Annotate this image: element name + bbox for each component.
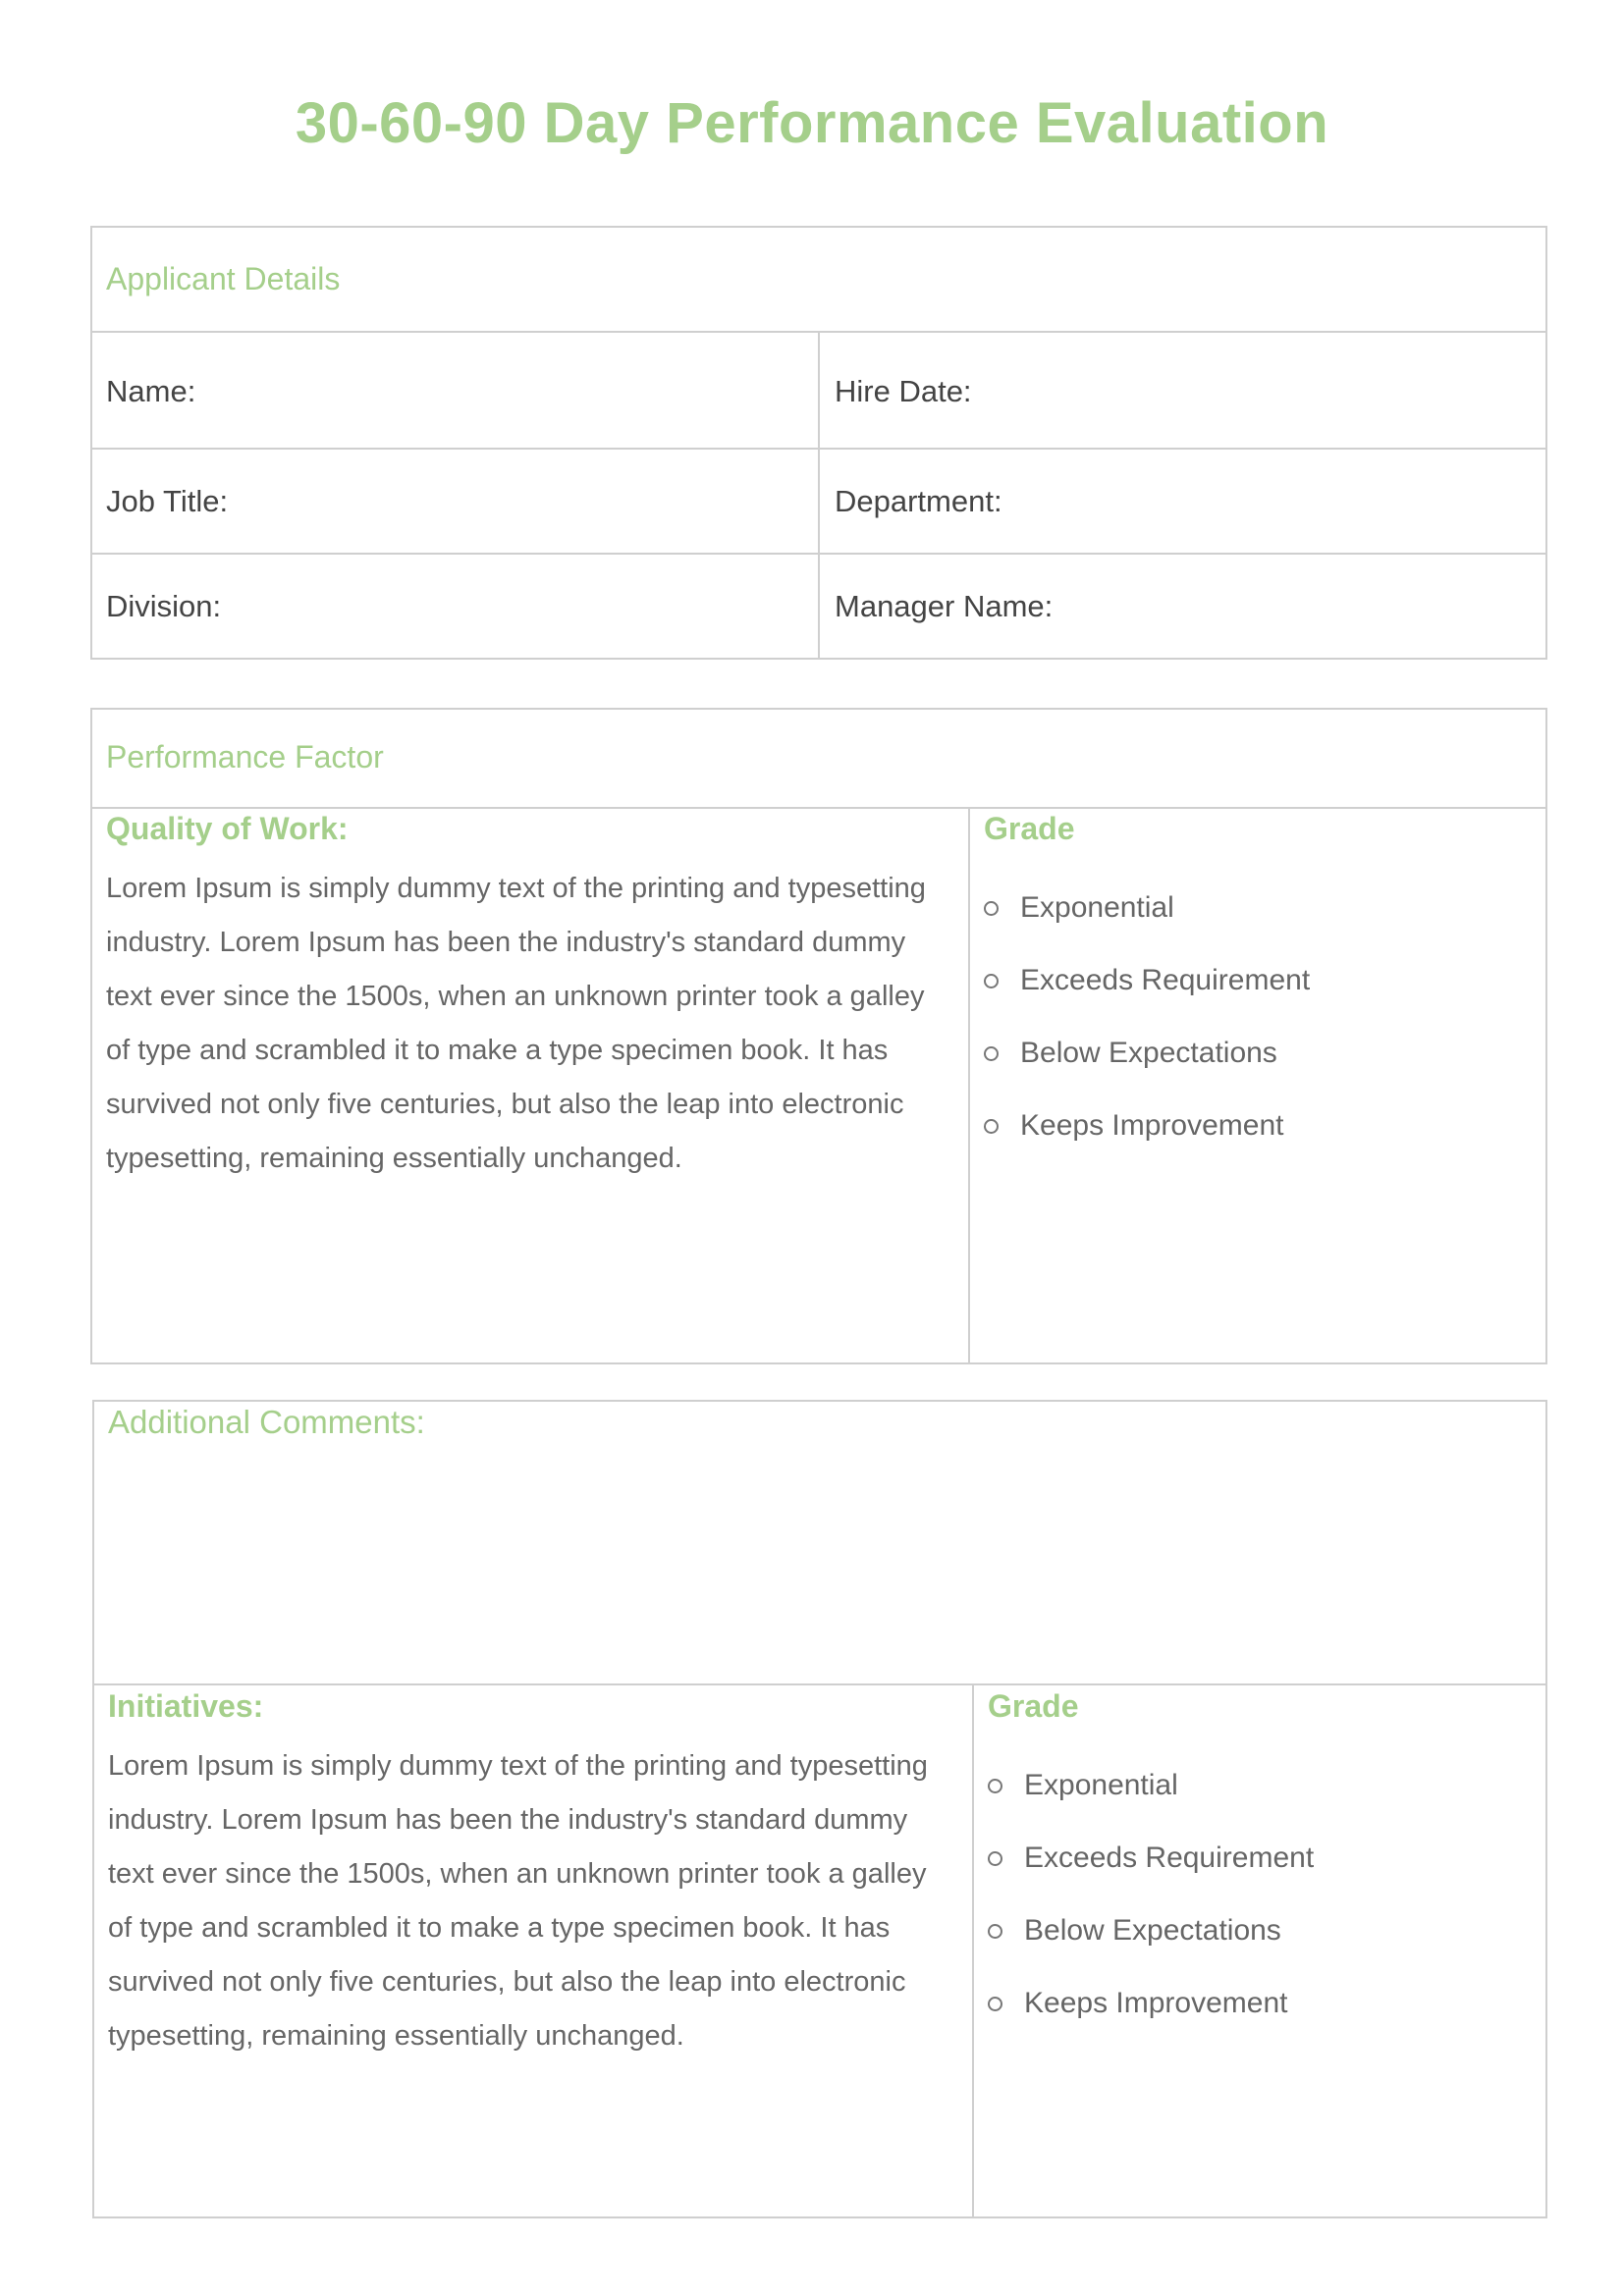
radio-circle-icon[interactable] bbox=[988, 1997, 1002, 2011]
applicant-details-heading: Applicant Details bbox=[106, 261, 341, 296]
quality-of-work-label: Quality of Work: bbox=[106, 811, 349, 846]
job-title-field[interactable]: Job Title: bbox=[106, 484, 229, 518]
grade-options bbox=[984, 872, 1310, 1162]
radio-circle-icon[interactable] bbox=[988, 1924, 1002, 1939]
grade-label: Grade bbox=[984, 811, 1075, 846]
radio-circle-icon[interactable] bbox=[988, 1779, 1002, 1793]
grade-option[interactable]: Below Expectations bbox=[988, 1895, 1314, 1967]
grade-option[interactable]: Keeps Improvement bbox=[984, 1090, 1310, 1162]
radio-circle-icon[interactable] bbox=[988, 1851, 1002, 1866]
quality-of-work-text: Lorem Ipsum is simply dummy text of the printing and typesetting industry. Lorem Ipsum has been the industry's standard dummy text ever since the 1500s, when an unknown printer took a galley of type and scrambled it to make a type specimen book. It has survived not only five centuries, but also the leap into electronic typesetting, remaining essentially unchanged. bbox=[106, 873, 926, 1174]
division-field[interactable]: Division: bbox=[106, 589, 222, 623]
initiatives-grade-label: Grade bbox=[988, 1688, 1079, 1724]
radio-circle-icon[interactable] bbox=[984, 974, 999, 988]
grade-option[interactable]: Keeps Improvement bbox=[988, 1967, 1314, 2040]
manager-name-field[interactable]: Manager Name: bbox=[835, 589, 1054, 623]
hire-date-field[interactable]: Hire Date: bbox=[835, 374, 972, 408]
grade-option[interactable]: Exceeds Requirement bbox=[984, 944, 1310, 1017]
radio-circle-icon[interactable] bbox=[984, 1046, 999, 1061]
grade-option[interactable]: Exponential bbox=[984, 872, 1310, 944]
grade-option[interactable]: Exceeds Requirement bbox=[988, 1822, 1314, 1895]
radio-circle-icon[interactable] bbox=[984, 1119, 999, 1134]
department-field[interactable]: Department: bbox=[835, 484, 1002, 518]
grade-option[interactable]: Exponential bbox=[988, 1749, 1314, 1822]
page-title: 30-60-90 Day Performance Evaluation bbox=[295, 91, 1329, 155]
name-field[interactable]: Name: bbox=[106, 374, 196, 408]
initiatives-grade-options bbox=[988, 1749, 1314, 2040]
radio-circle-icon[interactable] bbox=[984, 901, 999, 916]
initiatives-label: Initiatives: bbox=[108, 1688, 264, 1724]
grade-option[interactable]: Below Expectations bbox=[984, 1017, 1310, 1090]
performance-factor-heading: Performance Factor bbox=[106, 739, 384, 774]
initiatives-text: Lorem Ipsum is simply dummy text of the printing and typesetting industry. Lorem Ipsum has been the industry's standard dummy text ever since the 1500s, when an unknown printer took a galley of type and scrambled it to make a type specimen book. It has survived not only five centuries, but also the leap into electronic typesetting, remaining essentially unchanged. bbox=[108, 1750, 928, 2052]
additional-comments-label[interactable]: Additional Comments: bbox=[108, 1404, 425, 1440]
